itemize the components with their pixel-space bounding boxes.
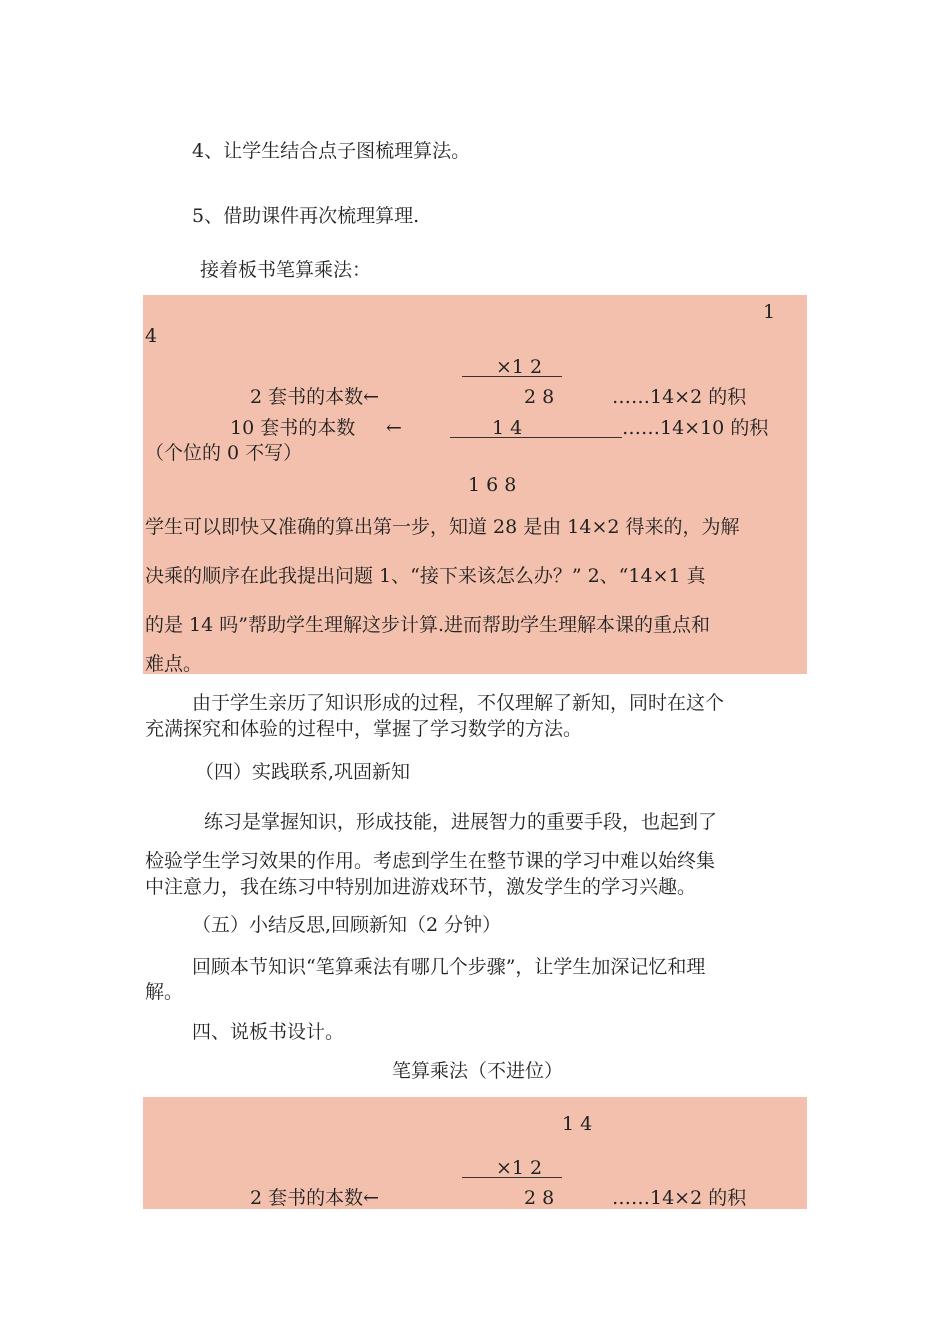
calc2-row1-note: ……14×2 的积 bbox=[612, 1187, 747, 1209]
para2-line-2: 检验学生学习效果的作用。考虑到学生在整节课的学习中难以始终集 bbox=[145, 850, 716, 872]
calc1-row1-number: 2 8 bbox=[524, 386, 555, 408]
calc1-multiplier-underline bbox=[462, 376, 562, 377]
calc1-top-digit-1: 1 bbox=[763, 301, 776, 323]
calc2-top: 1 4 bbox=[562, 1113, 593, 1135]
calc1-multiplier: ×1 2 bbox=[496, 356, 543, 378]
explain-line-3: 的是 14 吗”帮助学生理解这步计算.进而帮助学生理解本课的重点和 bbox=[145, 614, 711, 636]
calc1-result: 1 6 8 bbox=[468, 474, 517, 496]
calc1-row2-underline bbox=[450, 437, 622, 438]
calc1-row1-note: ……14×2 的积 bbox=[612, 386, 747, 408]
section-5-heading: （五）小结反思,回顾新知（2 分钟） bbox=[192, 914, 502, 936]
step-5-text: 5、借助课件再次梳理算理. bbox=[192, 205, 420, 227]
calc1-row2-arrow: ← bbox=[386, 417, 402, 439]
section-4-heading: （四）实践联系,巩固新知 bbox=[195, 761, 411, 783]
calc2-row1-label: 2 套书的本数← bbox=[250, 1187, 380, 1209]
board-design-heading: 四、说板书设计。 bbox=[192, 1021, 345, 1043]
intro-text: 接着板书笔算乘法： bbox=[200, 259, 372, 281]
explain-line-1: 学生可以即快又准确的算出第一步，知道 28 是由 14×2 得来的，为解 bbox=[145, 516, 740, 538]
para1-line-1: 由于学生亲历了知识形成的过程，不仅理解了新知，同时在这个 bbox=[192, 692, 725, 714]
calc1-row1-label: 2 套书的本数← bbox=[250, 386, 380, 408]
calc1-top-digit-4: 4 bbox=[145, 325, 158, 347]
step-4-text: 4、让学生结合点子图梳理算法。 bbox=[192, 140, 471, 162]
para3-line-1: 回顾本节知识“笔算乘法有哪几个步骤”，让学生加深记忆和理 bbox=[192, 956, 706, 978]
para3-line-2: 解。 bbox=[145, 981, 184, 1003]
para2-line-1: 练习是掌握知识，形成技能，进展智力的重要手段，也起到了 bbox=[204, 811, 718, 833]
para2-line-3: 中注意力，我在练习中特别加进游戏环节，激发学生的学习兴趣。 bbox=[145, 876, 697, 898]
explain-line-2: 决乘的顺序在此我提出问题 1、“接下来该怎么办？” 2、“14×1 真 bbox=[145, 565, 706, 587]
calc1-row2-label: 10 套书的本数 bbox=[230, 417, 356, 439]
para1-line-2: 充满探究和体验的过程中，掌握了学习数学的方法。 bbox=[145, 718, 583, 740]
calc2-multiplier-underline bbox=[462, 1177, 562, 1178]
calc1-row2-subnote: （个位的 0 不写） bbox=[145, 442, 303, 464]
calc1-row2-number: 1 4 bbox=[492, 417, 523, 439]
board-title: 笔算乘法（不进位） bbox=[392, 1060, 564, 1082]
calc1-row2-note: ……14×10 的积 bbox=[622, 417, 769, 439]
explain-line-4: 难点。 bbox=[145, 653, 203, 675]
calc2-multiplier: ×1 2 bbox=[496, 1157, 543, 1179]
calc2-row1-number: 2 8 bbox=[524, 1187, 555, 1209]
